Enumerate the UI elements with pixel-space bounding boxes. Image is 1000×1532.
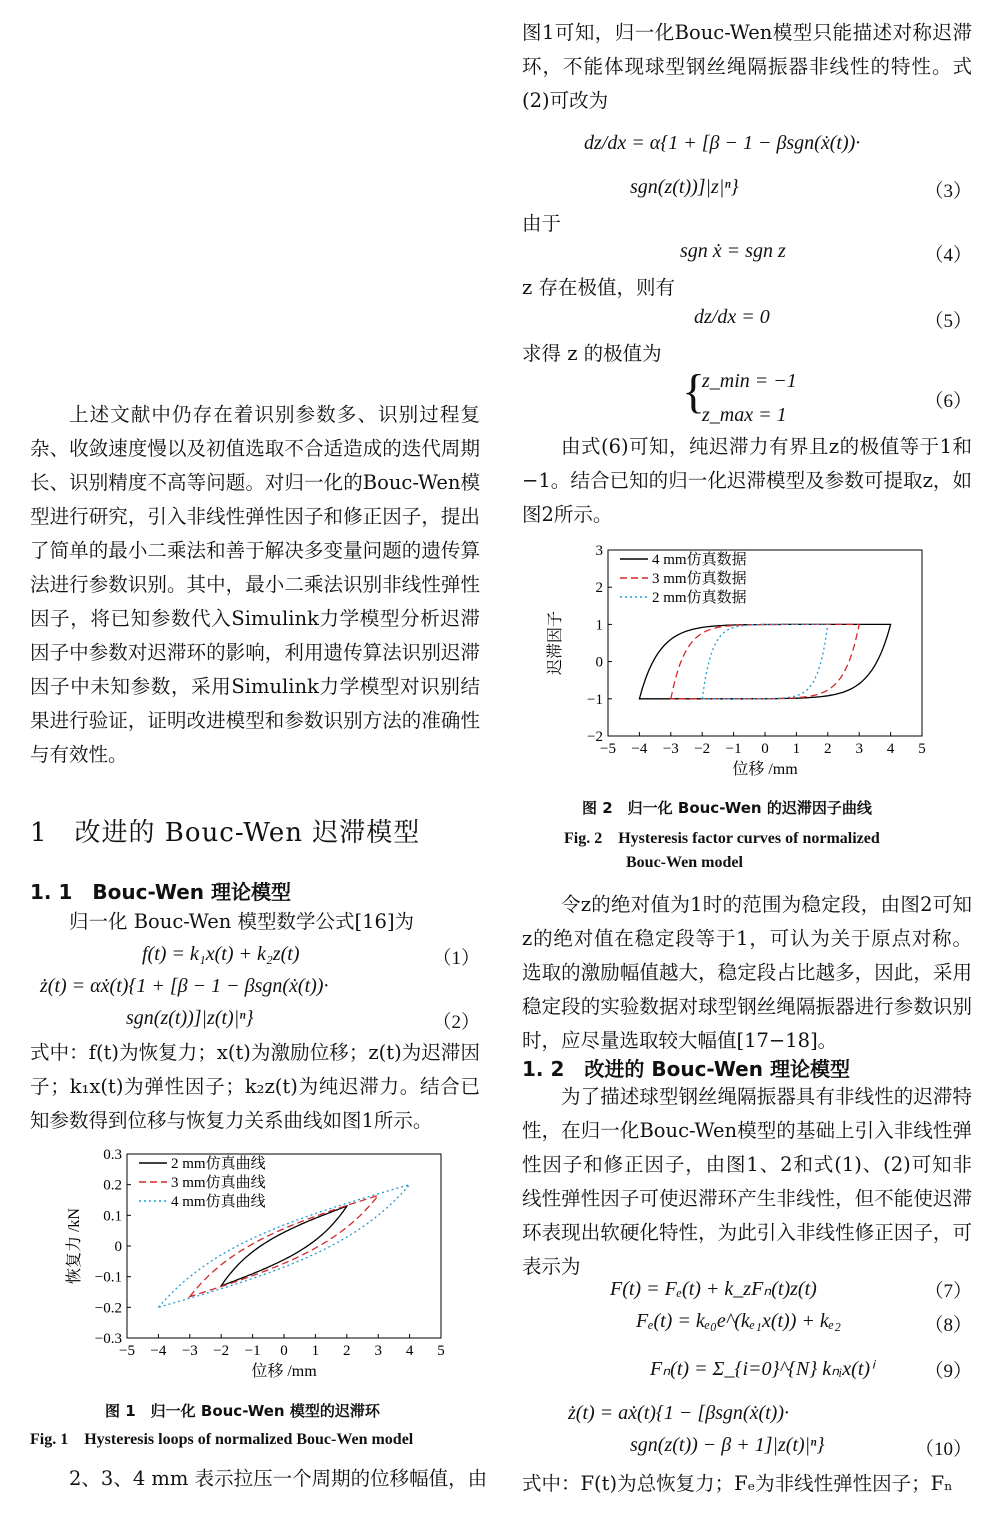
x-tick-label: 3	[855, 741, 863, 757]
y-tick-label: 0	[595, 654, 603, 671]
top-paragraph: 图1可知，归一化Bouc-Wen模型只能描述对称迟滞环，不能体现球型钢丝绳隔振器非线性的特性。式(2)可改为	[522, 21, 972, 112]
legend-label: 2 mm仿真曲线	[171, 1156, 266, 1172]
x-tick-label: −4	[631, 741, 648, 757]
x-tick-label: −2	[213, 1343, 230, 1359]
equation-2-line-2: sgn(z(t))]|z(t)|ⁿ}	[126, 1007, 254, 1029]
equation-5: dz/dx = 0	[694, 306, 770, 328]
last-line: 式中：F(t)为总恢复力；Fₑ为非线性弹性因子；Fₙ	[522, 1472, 953, 1495]
y-axis-label: 迟滞因子	[547, 610, 564, 676]
equation-10-number: （10）	[914, 1439, 972, 1460]
after-eq6-paragraph: 由式(6)可知，纯迟滞力有界且z的极值等于1和−1。结合已知的归一化迟滞模型及参数可提取z，如图2所示。	[522, 435, 972, 526]
figure-2-chart	[542, 536, 962, 792]
figure-2-caption-cn: 图 2 归一化 Bouc-Wen 的迟滞因子曲线	[582, 799, 872, 817]
equation-4: sgn ẋ = sgn z	[680, 240, 786, 262]
equation-1-number: （1）	[432, 948, 480, 969]
legend-label: 3 mm仿真数据	[652, 571, 747, 587]
solve-line: 求得 z 的极值为	[522, 342, 662, 365]
y-tick-label: 0.2	[103, 1177, 122, 1194]
equation-8-number: （8）	[924, 1315, 972, 1336]
equation-5-number: （5）	[924, 311, 972, 332]
y-tick-label: 0.1	[103, 1208, 122, 1225]
x-tick-label: 0	[280, 1343, 288, 1359]
equation-6-zmin: z_min = −1	[702, 370, 797, 392]
equation-3-line-2: sgn(z(t))]|z|ⁿ}	[630, 176, 739, 198]
figure-1-caption-cn: 图 1 归一化 Bouc-Wen 模型的迟滞环	[105, 1402, 380, 1420]
x-tick-label: 5	[918, 741, 926, 757]
x-tick-label: −1	[244, 1343, 261, 1359]
extreme-line: z 存在极值，则有	[522, 276, 675, 299]
equation-10-line-1: ż(t) = aẋ(t){1 − [βsgn(ẋ(t))·	[568, 1402, 790, 1424]
y-tick-label: −0.2	[94, 1300, 122, 1317]
equation-7-number: （7）	[924, 1281, 972, 1302]
series-loop-3mm	[190, 1195, 378, 1296]
figure-2-caption-en-line-2: Bouc-Wen model	[626, 854, 743, 871]
equation-7: F(t) = Fₑ(t) + k_zFₙ(t)z(t)	[610, 1278, 817, 1300]
x-tick-label: 2	[343, 1343, 351, 1359]
section-1-1-heading: 1. 1 Bouc-Wen 理论模型	[30, 880, 291, 904]
equation-9-number: （9）	[924, 1361, 972, 1382]
x-tick-label: −1	[725, 741, 742, 757]
x-axis-label: 位移 /mm	[251, 1363, 317, 1380]
x-tick-label: −5	[119, 1343, 135, 1359]
x-tick-label: 1	[311, 1343, 320, 1359]
y-tick-label: −2	[587, 729, 603, 745]
legend-label: 2 mm仿真数据	[652, 590, 747, 606]
y-tick-label: −0.1	[94, 1269, 122, 1286]
figure-1-caption-en: Fig. 1 Hysteresis loops of normalized Bouc-Wen model	[30, 1431, 414, 1448]
x-tick-label: −2	[694, 741, 711, 757]
equation-4-number: （4）	[924, 245, 972, 266]
intro-paragraph: 上述文献中仍存在着识别参数多、识别过程复杂、收敛速度慢以及初值选取不合适造成的迭代周期长、识别精度不高等问题。对归一化的Bouc-Wen模型进行研究，引入非线性弹性因子和修正因子，提出了简单的最小二乘法和善于解决多变量问题的遗传算法进行参数识别。其中，最小二乘法识别非线性弹性因子，将已知参数代入Simulink力学模型分析迟滞因子中参数对迟滞环的影响，利用遗传算法识别迟滞因子中未知参数，采用Simulink力学模型对识别结果进行验证，证明改进模型和参数识别方法的准确性与有效性。	[30, 403, 480, 766]
series-loop-2mm	[221, 1206, 347, 1286]
x-tick-label: 4	[405, 1343, 414, 1359]
x-tick-label: −4	[150, 1343, 167, 1359]
section-1-2-heading: 1. 2 改进的 Bouc-Wen 理论模型	[522, 1057, 850, 1081]
x-tick-label: 0	[761, 741, 769, 757]
series-curve-3mm	[671, 624, 859, 698]
x-tick-label: −3	[662, 741, 679, 757]
equation-6-brace: {	[682, 365, 706, 418]
x-tick-label: 3	[374, 1343, 382, 1359]
explain-paragraph: 式中：f(t)为恢复力；x(t)为激励位移；z(t)为迟滞因子；k₁x(t)为弹性因子；k₂z(t)为纯迟滞力。结合已知参数得到位移与恢复力关系曲线如图1所示。	[30, 1041, 480, 1132]
x-tick-label: 1	[792, 741, 801, 757]
series-curve-2mm	[702, 624, 828, 698]
equation-6-number: （6）	[924, 391, 972, 412]
x-tick-label: 4	[886, 741, 895, 757]
lead-line: 归一化 Bouc-Wen 模型数学公式[16]为	[69, 910, 415, 933]
legend-label: 4 mm仿真数据	[652, 552, 747, 568]
x-tick-label: 5	[437, 1343, 445, 1359]
equation-3-number: （3）	[924, 181, 972, 202]
x-tick-label: −3	[181, 1343, 198, 1359]
y-tick-label: 1	[595, 617, 603, 634]
y-tick-label: 0	[114, 1239, 122, 1255]
stable-range-paragraph: 令z的绝对值为1时的范围为稳定段，由图2可知z的绝对值在稳定段等于1，可认为关于原点对称。选取的激励幅值越大，稳定段占比越多，因此，采用稳定段的实验数据对球型钢丝绳隔振器进行参数识别时，应尽量选取较大幅值[17−18]。	[522, 893, 972, 1052]
y-tick-label: −1	[587, 691, 603, 708]
improve-paragraph: 为了描述球型钢丝绳隔振器具有非线性的迟滞特性，在归一化Bouc-Wen模型的基础上引入非线性弹性因子和修正因子，由图1、2和式(1)、(2)可知非线性弹性因子可使迟滞环产生非线性，但不能使迟滞环表现出软硬化特性，为此引入非线性修正因子，可表示为	[522, 1085, 972, 1278]
x-tick-label: −5	[600, 741, 616, 757]
figure-1-chart	[30, 1136, 480, 1396]
legend-label: 4 mm仿真曲线	[171, 1194, 266, 1210]
equation-2-number: （2）	[432, 1012, 480, 1033]
equation-3-line-1: dz/dx = α{1 + [β − 1 − βsgn(ẋ(t))·	[584, 132, 861, 154]
y-tick-label: 2	[595, 580, 603, 597]
y-axis-label: 恢复力 /kN	[66, 1207, 83, 1285]
series-curve-4mm	[639, 624, 890, 698]
equation-2-line-1: ż(t) = αẋ(t){1 + [β − 1 − βsgn(ẋ(t))·	[40, 975, 329, 997]
figure-2-caption-en-line-1: Fig. 2 Hysteresis factor curves of normalized	[564, 830, 880, 847]
y-tick-label: −0.3	[94, 1331, 122, 1347]
since-line: 由于	[522, 212, 562, 235]
equation-6-zmax: z_max = 1	[702, 404, 787, 426]
x-axis-label: 位移 /mm	[732, 761, 798, 778]
equation-10-line-2: sgn(z(t)) − β + 1]|z(t)|ⁿ}	[630, 1434, 825, 1456]
equation-8: Fₑ(t) = kₑ₀e^(kₑ₁x(t)) + kₑ₂	[636, 1310, 841, 1332]
equation-1: f(t) = k₁x(t) + k₂z(t)	[142, 943, 300, 965]
x-tick-label: 2	[824, 741, 832, 757]
y-tick-label: 3	[595, 543, 603, 559]
section-1-heading: 1 改进的 Bouc-Wen 迟滞模型	[30, 818, 421, 848]
tail-line: 2、3、4 mm 表示拉压一个周期的位移幅值，由	[69, 1467, 488, 1490]
y-tick-label: 0.3	[103, 1147, 122, 1163]
legend-label: 3 mm仿真曲线	[171, 1175, 266, 1191]
equation-9: Fₙ(t) = Σ_{i=0}^{N} kₙᵢx(t)ⁱ	[650, 1358, 874, 1380]
